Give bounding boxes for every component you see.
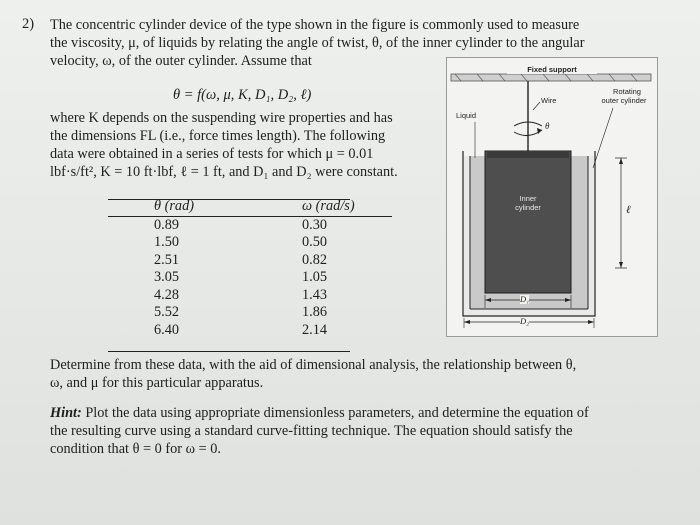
theta-cell: 2.51 bbox=[154, 251, 180, 268]
theta-cell: 6.40 bbox=[154, 321, 180, 338]
omega-cell: 0.30 bbox=[302, 216, 328, 233]
wire-label: Wire bbox=[541, 96, 557, 105]
table-row bbox=[108, 234, 392, 252]
table-bottom-rule bbox=[108, 351, 350, 352]
d2-label: D₂ bbox=[520, 316, 530, 326]
table-row bbox=[108, 287, 392, 305]
body-line-3: data were obtained in a series of tests for which μ = 0.01 bbox=[50, 146, 374, 162]
theta-cell: 5.52 bbox=[154, 304, 180, 320]
omega-cell: 1.86 bbox=[302, 304, 328, 320]
omega-cell: 0.50 bbox=[302, 234, 328, 250]
viscometer-figure bbox=[446, 57, 658, 337]
hint-label: Hint: bbox=[50, 405, 82, 421]
data-table bbox=[108, 198, 392, 339]
body-line-1: where K depends on the suspending wire properties and has bbox=[50, 110, 393, 126]
table-row bbox=[108, 252, 392, 270]
hint-line-3: condition that θ = 0 for ω = 0. bbox=[50, 441, 221, 457]
fixed-support-label: Fixed support bbox=[507, 65, 597, 74]
length-label: ℓ bbox=[626, 204, 631, 216]
function-equation: θ = f(ω, μ, K, D₁, D₂, ℓ) bbox=[173, 87, 312, 103]
hint-line-1 bbox=[50, 404, 589, 422]
theta-cell: 1.50 bbox=[154, 234, 180, 250]
d1-label: D₁ bbox=[520, 294, 530, 304]
body-line-2: the dimensions FL (i.e., force times length). The following bbox=[50, 128, 386, 144]
omega-cell: 0.82 bbox=[302, 251, 328, 268]
body-line-4: lbf·s/ft², K = 10 ft·lbf, ℓ = 1 ft, and D₁ and D₂ were constant. bbox=[50, 164, 398, 180]
table-header-row bbox=[108, 198, 392, 216]
inner-cylinder bbox=[485, 151, 571, 293]
inner-label-2: cylinder bbox=[515, 203, 541, 212]
hint-line-2: the resulting curve using a standard curve-fitting technique. The equation should satisfy the bbox=[50, 423, 573, 439]
problem-number: 2) bbox=[22, 16, 35, 32]
table-row bbox=[108, 269, 392, 287]
omega-cell: 2.14 bbox=[302, 321, 328, 338]
fixed-support-bar bbox=[451, 74, 651, 81]
omega-cell: 1.05 bbox=[302, 269, 328, 285]
rotating-label-2: outer cylinder bbox=[601, 96, 647, 105]
determine-line-1: Determine from these data, with the aid of dimensional analysis, the relationship between θ, bbox=[50, 357, 577, 373]
theta-label: θ bbox=[545, 121, 550, 131]
header-theta: θ (rad) bbox=[108, 198, 302, 216]
inner-label-1: Inner bbox=[519, 194, 537, 203]
rotating-label-1: Rotating bbox=[613, 87, 641, 96]
theta-cell: 4.28 bbox=[154, 286, 180, 303]
intro-line-1: The concentric cylinder device of the type shown in the figure is commonly used to measure bbox=[50, 17, 580, 33]
intro-line-3: velocity, ω, of the outer cylinder. Assume that bbox=[50, 53, 312, 69]
header-omega: ω (rad/s) bbox=[302, 198, 392, 216]
determine-line-2: ω, and μ for this particular apparatus. bbox=[50, 375, 264, 391]
table-row bbox=[108, 304, 392, 322]
omega-cell: 1.43 bbox=[302, 286, 328, 303]
table-row bbox=[108, 322, 392, 340]
intro-line-2: the viscosity, μ, of liquids by relating the angle of twist, θ, of the inner cylinder to the angular bbox=[50, 35, 585, 51]
theta-cell: 0.89 bbox=[154, 216, 180, 233]
theta-cell: 3.05 bbox=[154, 269, 180, 285]
hint-text-1: Plot the data using appropriate dimensionless parameters, and determine the equation of bbox=[81, 405, 589, 421]
liquid-label: Liquid bbox=[456, 111, 477, 120]
table-row bbox=[108, 216, 392, 234]
